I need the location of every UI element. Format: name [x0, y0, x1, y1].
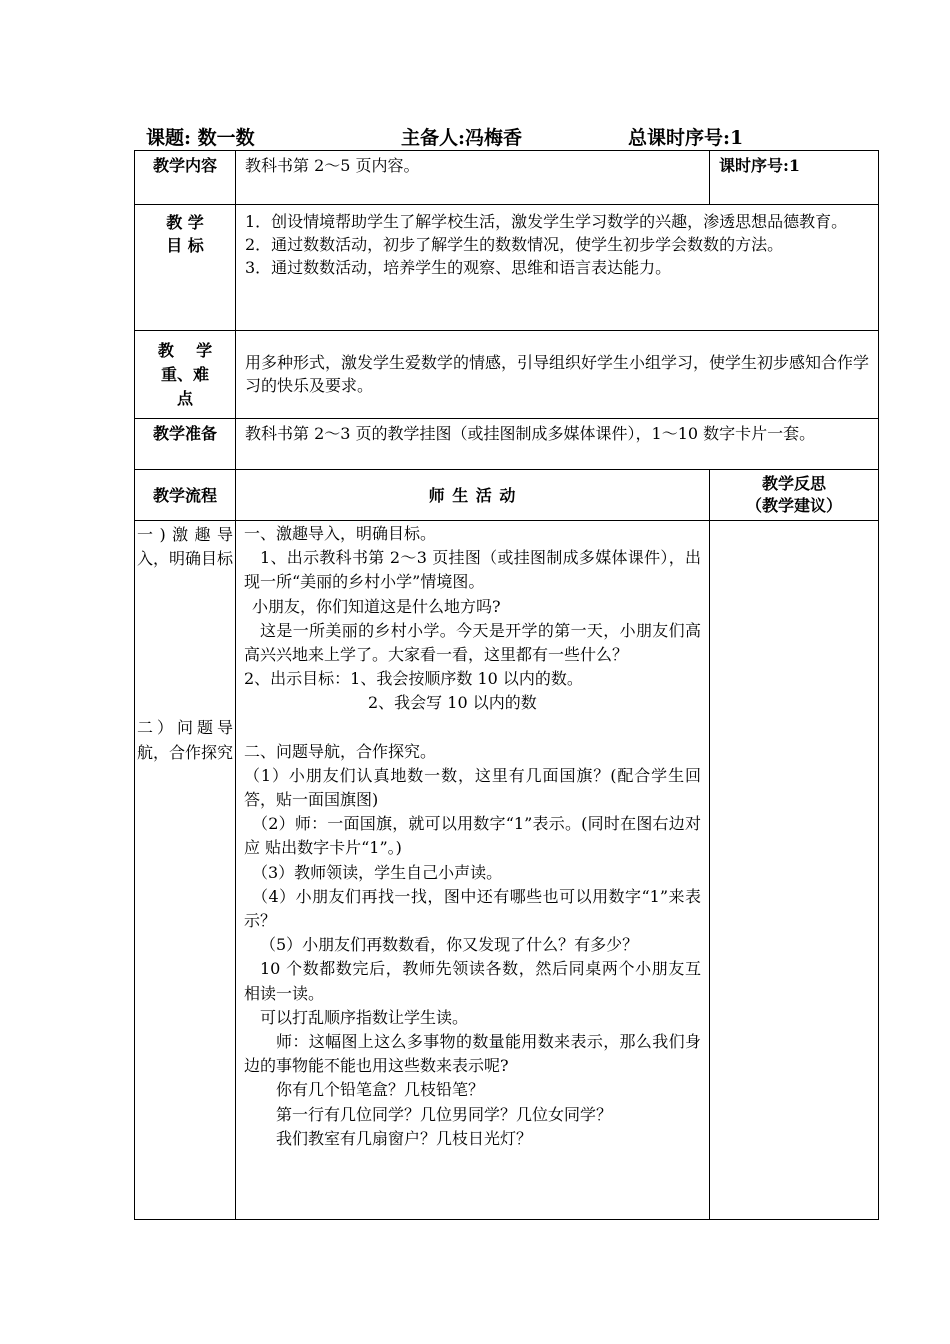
activity-line-7: 二、问题导航，合作探究。 [244, 741, 437, 761]
total-period-number: 总课时序号:1 [628, 127, 744, 149]
activity-line-18: 我们教室有几扇窗户？几枝日光灯？ [276, 1128, 533, 1148]
flow-header-row [135, 470, 879, 521]
keypoints-row [135, 331, 879, 419]
activity-header-label: 师 生 活 动 [236, 470, 710, 521]
lesson-title: 课题: 数一数 [146, 127, 255, 149]
keypoints-text: 用多种形式，激发学生爱数学的情感，引导组织好学生小组学习，使学生初步感知合作学习的快乐及要求。 [236, 331, 879, 419]
activity-line-13: 10 个数都数完后，教师先领读各数，然后同桌两个小朋友互相读一读。 [244, 959, 701, 1003]
goal-item-3: 3．通过数数活动，培养学生的观察、思维和语言表达能力。 [245, 258, 672, 277]
flow-stages [135, 521, 236, 1220]
period-number: 课时序号:1 [710, 151, 879, 205]
preparation-text: 教科书第 2～3 页的教学挂图（或挂图制成多媒体课件），1～10 数字卡片一套。 [236, 419, 879, 470]
reflection-header-label [710, 470, 879, 521]
goal-item-1: 1．创设情境帮助学生了解学校生活，激发学生学习数学的兴趣，渗透思想品德教育。 [245, 212, 848, 231]
activity-line-11: （4）小朋友们再找一找，图中还有哪些也可以用数字“1”来表示？ [244, 886, 701, 931]
lesson-preparer: 主备人:冯梅香 [401, 127, 523, 149]
content-label: 教学内容 [135, 151, 236, 205]
activity-line-14: 可以打乱顺序指数让学生读。 [260, 1007, 469, 1027]
activity-line-12: （5）小朋友们再数数看，你又发现了什么？有多少？ [260, 935, 639, 955]
lesson-plan-table [134, 150, 879, 1220]
activity-text [236, 521, 710, 1220]
flow-stage-2: 二）问题导航，合作探究 [137, 718, 234, 762]
activity-line-2: 1、出示教科书第 2～3 页挂图（或挂图制成多媒体课件），出现一所“美丽的乡村小学”情境图。 [244, 548, 701, 592]
activity-line-17: 第一行有几位同学？几位男同学？几位女同学？ [276, 1104, 613, 1124]
goal-item-2: 2．通过数数活动，初步了解学生的数数情况，使学生初步学会数数的方法。 [245, 235, 784, 254]
goals-label [135, 205, 236, 331]
activity-row [135, 521, 879, 1220]
flow-stage-1: 一)激趣导入，明确目标 [137, 525, 234, 569]
goals-text [236, 205, 879, 331]
activity-line-10: （3）教师领读，学生自己小声读。 [252, 862, 503, 882]
activity-line-5: 2、出示目标：1、我会按顺序数 10 以内的数。 [244, 669, 583, 689]
goals-label-line2: 目 标 [166, 236, 204, 255]
preparation-row [135, 419, 879, 470]
content-text: 教科书第 2～5 页内容。 [236, 151, 710, 205]
activity-line-3: 小朋友，你们知道这是什么地方吗? [252, 596, 501, 616]
activity-line-6: 2、我会写 10 以内的数 [368, 693, 537, 713]
activity-line-4: 这是一所美丽的乡村小学。今天是开学的第一天，小朋友们高高兴兴地来上学了。大家看一看，这里都有一些什么？ [244, 620, 701, 665]
preparation-label: 教学准备 [135, 419, 236, 470]
activity-line-9: （2）师：一面国旗，就可以用数字“1”表示。(同时在图右边对应 贴出数字卡片“1”。) [244, 814, 701, 858]
flow-header-label: 教学流程 [135, 470, 236, 521]
activity-line-15: 师：这幅图上这么多事物的数量能用数来表示，那么我们身边的事物能不能也用这些数来表示呢? [244, 1032, 701, 1076]
content-row [135, 151, 879, 205]
keypoints-label [135, 331, 236, 419]
keypoints-label-line2: 重、难 [160, 365, 209, 384]
lesson-header [146, 123, 886, 151]
keypoints-label-line3: 点 [176, 389, 193, 408]
goals-row [135, 205, 879, 331]
keypoints-label-line1: 教 学 [157, 341, 213, 360]
goals-label-line1: 教 学 [166, 213, 204, 232]
reflection-cell [710, 521, 879, 1220]
reflection-header-line1: 教学反思 [761, 474, 826, 493]
activity-line-8: （1）小朋友们认真地数一数，这里有几面国旗？(配合学生回答，贴一面国旗图) [244, 765, 701, 810]
activity-line-1: 一、激趣导入，明确目标。 [244, 524, 437, 543]
activity-line-16: 你有几个铅笔盒？几枝铅笔？ [276, 1080, 485, 1100]
reflection-header-line2: （教学建议） [745, 496, 842, 515]
